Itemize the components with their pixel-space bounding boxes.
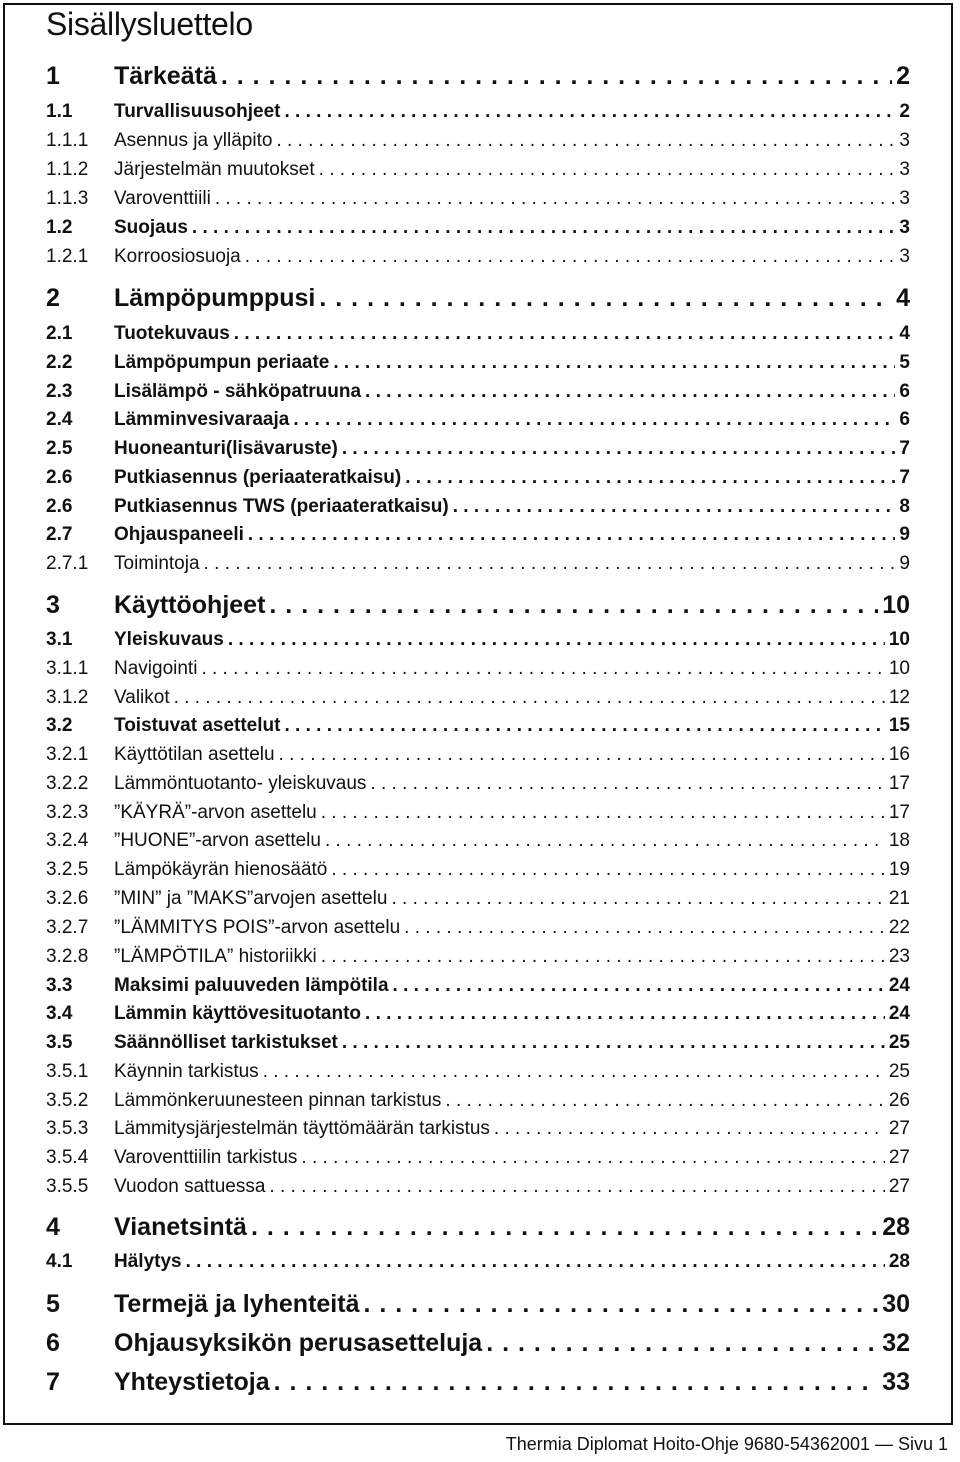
toc-entry-page: 7: [899, 438, 910, 459]
toc-entry-number: 3.2.3: [46, 802, 89, 823]
dot-leader: [342, 438, 896, 460]
toc-entry-page: 9: [899, 553, 910, 574]
toc-entry-label: Toimintoja: [114, 553, 200, 574]
toc-entry-number: 3.2: [46, 715, 73, 736]
toc-entry[interactable]: [46, 467, 910, 489]
toc-entry-label: Säännölliset tarkistukset: [114, 1032, 338, 1053]
dot-leader: [234, 323, 896, 345]
toc-entry-page: 2: [896, 62, 910, 90]
toc-entry[interactable]: [46, 859, 910, 881]
toc-entry-page: 4: [899, 323, 910, 344]
toc-entry-page: 3: [899, 130, 910, 151]
toc-entry-page: 22: [888, 917, 910, 938]
toc-entry-label: Lämmin käyttövesituotanto: [114, 1003, 362, 1024]
toc-entry[interactable]: [46, 1176, 910, 1198]
toc-entry-label: Lämpökäyrän hienosäätö: [114, 859, 328, 880]
toc-entry-number: 3.1.2: [46, 687, 89, 708]
toc-entry-label: ”KÄYRÄ”-arvon asettelu: [114, 802, 317, 823]
toc-entry-number: 3.5.3: [46, 1118, 89, 1139]
toc-entry-number: 1.2.1: [46, 246, 89, 267]
dot-leader: [204, 553, 896, 575]
toc-entry[interactable]: [46, 830, 910, 852]
toc-entry-label: ”MIN” ja ”MAKS”arvojen asettelu: [114, 888, 388, 909]
dot-leader: [301, 1147, 884, 1169]
toc-entry-page: 8: [899, 496, 910, 517]
toc-entry-page: 18: [888, 830, 910, 851]
toc-entry[interactable]: [46, 1147, 910, 1169]
toc-entry-number: 2.7: [46, 524, 73, 545]
toc-entry-number: 3.5.5: [46, 1176, 89, 1197]
toc-entry[interactable]: [46, 946, 910, 968]
toc-entry-label: Lämmönkeruunesteen pinnan tarkistus: [114, 1090, 442, 1111]
toc-entry-number: 2.7.1: [46, 553, 89, 574]
toc-entry[interactable]: [46, 1061, 910, 1083]
toc-entry[interactable]: [46, 1329, 910, 1358]
toc-entry-label: Valikot: [114, 687, 170, 708]
toc-entry[interactable]: [46, 352, 910, 374]
toc-entry[interactable]: [46, 409, 910, 431]
toc-entry-page: 27: [888, 1147, 910, 1168]
toc-entry[interactable]: [46, 1032, 910, 1054]
toc-entry-label: Käynnin tarkistus: [114, 1061, 259, 1082]
toc-entry-label: Suojaus: [114, 217, 188, 238]
toc-entry-number: 1: [46, 62, 60, 90]
toc-entry-page: 19: [888, 859, 910, 880]
dot-leader: [284, 101, 895, 123]
toc-entry-label: ”HUONE”-arvon asettelu: [114, 830, 321, 851]
toc-entry-number: 3.5.2: [46, 1090, 89, 1111]
toc-entry-number: 2.6: [46, 467, 73, 488]
toc-entry-page: 3: [899, 159, 910, 180]
toc-entry-label: Ohjausyksikön perusasetteluja: [114, 1329, 483, 1357]
toc-entry-number: 7: [46, 1368, 60, 1396]
dot-leader: [319, 284, 892, 313]
toc-entry-number: 3.5.4: [46, 1147, 89, 1168]
dot-leader: [325, 830, 885, 852]
toc-entry[interactable]: [46, 323, 910, 345]
dot-leader: [445, 1090, 884, 1112]
toc-entry-label: ”LÄMMITYS POIS”-arvon asettelu: [114, 917, 401, 938]
toc-entry-page: 5: [899, 352, 910, 373]
toc-entry[interactable]: [46, 217, 910, 239]
toc-entry-label: Tuotekuvaus: [114, 323, 230, 344]
toc-entry-number: 6: [46, 1329, 60, 1357]
toc-entry[interactable]: [46, 524, 910, 546]
toc-entry-page: 10: [888, 629, 910, 650]
toc-entry-page: 3: [899, 188, 910, 209]
dot-leader: [393, 975, 885, 997]
toc-entry-page: 3: [899, 246, 910, 267]
toc-entry[interactable]: [46, 687, 910, 709]
dot-leader: [269, 591, 878, 620]
toc-entry-label: Lämminvesivaraaja: [114, 409, 290, 430]
toc-entry[interactable]: [46, 773, 910, 795]
toc-entry-label: Putkiasennus (periaateratkaisu): [114, 467, 402, 488]
toc-entry[interactable]: [46, 188, 910, 210]
dot-leader: [279, 744, 885, 766]
dot-leader: [245, 246, 896, 268]
toc-entry-label: Hälytys: [114, 1251, 182, 1272]
toc-entry[interactable]: [46, 1368, 910, 1397]
dot-leader: [405, 467, 895, 489]
toc-entry-number: 2.1: [46, 323, 73, 344]
toc-entry-label: Lämpöpumpun periaate: [114, 352, 330, 373]
dot-leader: [201, 658, 884, 680]
toc-entry[interactable]: [46, 744, 910, 766]
toc-entry-page: 17: [888, 773, 910, 794]
toc-entry-number: 3.2.5: [46, 859, 89, 880]
toc-entry-label: Lisälämpö - sähköpatruuna: [114, 381, 362, 402]
toc-entry-page: 28: [888, 1251, 910, 1272]
toc-entry-number: 3.1: [46, 629, 73, 650]
toc-entry[interactable]: [46, 802, 910, 824]
toc-entry-label: Korroosiosuoja: [114, 246, 241, 267]
toc-entry-page: 17: [888, 802, 910, 823]
dot-leader: [293, 409, 895, 431]
toc-entry-label: Turvallisuusohjeet: [114, 101, 281, 122]
toc-entry-page: 3: [899, 217, 910, 238]
toc-entry-label: Lämmitysjärjestelmän täyttömäärän tarkistus: [114, 1118, 490, 1139]
toc-entry-number: 3.5.1: [46, 1061, 89, 1082]
dot-leader: [365, 1003, 885, 1025]
toc-entry-page: 24: [888, 975, 910, 996]
toc-entry-label: Toistuvat asettelut: [114, 715, 281, 736]
toc-entry-page: 30: [882, 1290, 910, 1318]
toc-entry[interactable]: [46, 917, 910, 939]
dot-leader: [284, 715, 884, 737]
toc-entry[interactable]: [46, 888, 910, 910]
toc-entry-page: 28: [882, 1213, 910, 1241]
toc-entry-label: Lämpöpumppusi: [114, 284, 316, 312]
toc-entry-number: 5: [46, 1290, 60, 1318]
toc-entry-number: 3.3: [46, 975, 73, 996]
dot-leader: [391, 888, 884, 910]
toc-entry[interactable]: [46, 1118, 910, 1140]
toc-entry-number: 1.1.2: [46, 159, 89, 180]
toc-entry-page: 32: [882, 1329, 910, 1357]
toc-entry-number: 3.2.2: [46, 773, 89, 794]
dot-leader: [331, 859, 884, 881]
toc-entry-label: Vuodon sattuessa: [114, 1176, 266, 1197]
toc-entry-number: 2.2: [46, 352, 73, 373]
toc-entry[interactable]: [46, 284, 910, 313]
toc-entry[interactable]: [46, 1251, 910, 1273]
toc-entry-label: Varoventtiilin tarkistus: [114, 1147, 298, 1168]
toc-entry[interactable]: [46, 1290, 910, 1319]
toc-entry-page: 6: [899, 381, 910, 402]
dot-leader: [453, 496, 896, 518]
toc-entry-label: Yleiskuvaus: [114, 629, 224, 650]
toc-entry-label: Navigointi: [114, 658, 198, 679]
dot-leader: [321, 802, 885, 824]
toc-entry-number: 1.2: [46, 217, 73, 238]
toc-entry-page: 15: [888, 715, 910, 736]
toc-entry[interactable]: [46, 130, 910, 152]
dot-leader: [174, 687, 885, 709]
toc-entry[interactable]: [46, 496, 910, 518]
toc-entry-label: Varoventtiili: [114, 188, 211, 209]
toc-entry-number: 2.6: [46, 496, 73, 517]
toc-entry[interactable]: [46, 1003, 910, 1025]
toc-entry[interactable]: [46, 1213, 910, 1242]
toc-entry-label: Lämmöntuotanto- yleiskuvaus: [114, 773, 367, 794]
toc-entry-number: 1.1.1: [46, 130, 89, 151]
dot-leader: [186, 1251, 885, 1273]
toc-entry-page: 16: [888, 744, 910, 765]
dot-leader: [321, 946, 885, 968]
toc-entry-number: 3.1.1: [46, 658, 89, 679]
toc-entry-number: 3: [46, 591, 60, 619]
dot-leader: [274, 1368, 879, 1397]
dot-leader: [486, 1329, 878, 1358]
toc-entry-label: Asennus ja ylläpito: [114, 130, 273, 151]
toc-entry-label: Vianetsintä: [114, 1213, 247, 1241]
toc-entry[interactable]: [46, 1090, 910, 1112]
dot-leader: [215, 188, 896, 210]
dot-leader: [276, 130, 895, 152]
dot-leader: [269, 1176, 884, 1198]
toc-entry-number: 2.4: [46, 409, 73, 430]
toc-entry-page: 10: [882, 591, 910, 619]
page-footer: Thermia Diplomat Hoito-Ohje 9680-54362001 — Sivu 1: [505, 1434, 948, 1454]
toc-entry-number: 2.5: [46, 438, 73, 459]
toc-entry-page: 27: [888, 1118, 910, 1139]
toc-entry-page: 2: [899, 101, 910, 122]
dot-leader: [319, 159, 896, 181]
toc-entry-number: 2: [46, 284, 60, 312]
toc-entry-page: 21: [888, 888, 910, 909]
dot-leader: [404, 917, 885, 939]
dot-leader: [333, 352, 895, 374]
toc-entry[interactable]: [46, 62, 910, 91]
dot-leader: [228, 629, 885, 651]
toc-entry-label: Putkiasennus TWS (periaateratkaisu): [114, 496, 449, 517]
page-title: Sisällysluettelo: [46, 6, 253, 42]
toc-entry-label: ”LÄMPÖTILA” historiikki: [114, 946, 317, 967]
toc-entry-number: 3.4: [46, 1003, 73, 1024]
dot-leader: [192, 217, 896, 239]
toc-entry-page: 27: [888, 1176, 910, 1197]
toc-entry-page: 25: [888, 1032, 910, 1053]
toc-entry[interactable]: [46, 658, 910, 680]
toc-entry-label: Yhteystietoja: [114, 1368, 270, 1396]
toc-entry-number: 3.2.1: [46, 744, 89, 765]
toc-entry[interactable]: [46, 591, 910, 620]
dot-leader: [363, 1290, 878, 1319]
toc-entry[interactable]: [46, 381, 910, 403]
toc-entry-page: 12: [888, 687, 910, 708]
dot-leader: [221, 62, 892, 91]
dot-leader: [251, 1213, 878, 1242]
toc-entry-label: Tärkeätä: [114, 62, 217, 90]
toc-entry-number: 4.1: [46, 1251, 73, 1272]
toc-entry-label: Huoneanturi(lisävaruste): [114, 438, 338, 459]
toc-entry[interactable]: [46, 159, 910, 181]
toc-entry-label: Käyttötilan asettelu: [114, 744, 275, 765]
toc-entry-number: 3.2.4: [46, 830, 89, 851]
dot-leader: [263, 1061, 885, 1083]
toc-entry-page: 23: [888, 946, 910, 967]
toc-entry-page: 10: [888, 658, 910, 679]
toc-entry-number: 3.5: [46, 1032, 73, 1053]
toc-entry-page: 4: [896, 284, 910, 312]
toc-entry-number: 1.1.3: [46, 188, 89, 209]
toc-entry-page: 7: [899, 467, 910, 488]
dot-leader: [370, 773, 884, 795]
toc-entry-number: 4: [46, 1213, 60, 1241]
toc-entry-page: 33: [882, 1368, 910, 1396]
toc-entry[interactable]: [46, 438, 910, 460]
toc-entry-page: 24: [888, 1003, 910, 1024]
toc-entry-page: 9: [899, 524, 910, 545]
toc-entry-label: Järjestelmän muutokset: [114, 159, 315, 180]
toc-entry[interactable]: [46, 101, 910, 123]
toc-entry-label: Ohjauspaneeli: [114, 524, 244, 545]
toc-entry-number: 3.2.6: [46, 888, 89, 909]
dot-leader: [494, 1118, 885, 1140]
toc-entry-label: Käyttöohjeet: [114, 591, 266, 619]
toc-entry[interactable]: [46, 975, 910, 997]
toc-entry-number: 3.2.8: [46, 946, 89, 967]
toc-entry-label: Termejä ja lyhenteitä: [114, 1290, 360, 1318]
dot-leader: [342, 1032, 885, 1054]
toc-entry-number: 1.1: [46, 101, 73, 122]
toc-entry-page: 6: [899, 409, 910, 430]
toc-entry[interactable]: [46, 553, 910, 575]
toc-entry-page: 25: [888, 1061, 910, 1082]
toc-entry-label: Maksimi paluuveden lämpötila: [114, 975, 389, 996]
toc-entry-number: 2.3: [46, 381, 73, 402]
toc-entry-number: 3.2.7: [46, 917, 89, 938]
toc-entry[interactable]: [46, 715, 910, 737]
toc-entry-page: 26: [888, 1090, 910, 1111]
dot-leader: [248, 524, 896, 546]
toc-entry[interactable]: [46, 629, 910, 651]
dot-leader: [365, 381, 895, 403]
toc-entry[interactable]: [46, 246, 910, 268]
